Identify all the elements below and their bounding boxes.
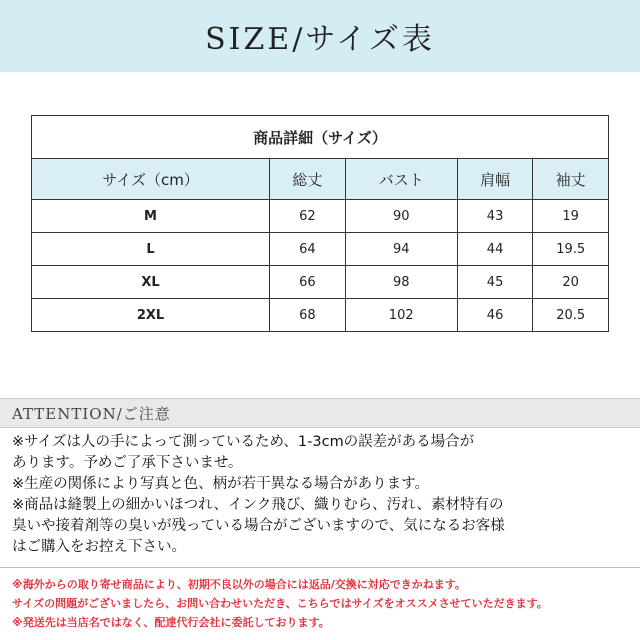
note-line: あります。予めご了承下さいませ。 xyxy=(12,455,243,471)
length-cell: 66 xyxy=(270,266,346,299)
size-table xyxy=(31,115,609,332)
attention-bar xyxy=(0,398,640,428)
table-header-row xyxy=(32,159,609,200)
note-line: ※サイズは人の手によって測っているため、1-3cmの誤差がある場合が xyxy=(12,434,475,450)
divider xyxy=(0,567,640,568)
note-line: ※生産の関係により写真と色、柄が若干異なる場合があります。 xyxy=(12,476,429,492)
shoulder-cell: 44 xyxy=(457,233,533,266)
shoulder-cell: 46 xyxy=(457,299,533,332)
red-notice-block xyxy=(12,575,632,632)
sleeve-cell: 20 xyxy=(533,266,609,299)
note-line: はご購入をお控え下さい。 xyxy=(12,539,186,555)
notes-block xyxy=(12,432,632,558)
size-cell: L xyxy=(32,233,270,266)
bust-cell: 98 xyxy=(345,266,457,299)
attention-title: ATTENTION/ご注意 xyxy=(12,404,171,423)
length-cell: 62 xyxy=(270,200,346,233)
size-cell: 2XL xyxy=(32,299,270,332)
red-note-line: サイズの問題がございましたら、お問い合わせいただき、こちらではサイズをオススメさせていただきます。 xyxy=(12,597,548,610)
table-row xyxy=(32,233,609,266)
red-note-line: ※海外からの取り寄せ商品により、初期不良以外の場合には返品/交換に対応できかねます。 xyxy=(12,578,466,591)
title-banner xyxy=(0,0,640,72)
sleeve-cell: 19.5 xyxy=(533,233,609,266)
size-cell: XL xyxy=(32,266,270,299)
shoulder-cell: 45 xyxy=(457,266,533,299)
page-title: SIZE/サイズ表 xyxy=(205,22,435,57)
bust-cell: 102 xyxy=(345,299,457,332)
shoulder-cell: 43 xyxy=(457,200,533,233)
table-row xyxy=(32,200,609,233)
bust-cell: 90 xyxy=(345,200,457,233)
bust-cell: 94 xyxy=(345,233,457,266)
header-size: サイズ（cm） xyxy=(32,159,270,200)
note-line: ※商品は縫製上の細かいほつれ、インク飛び、織りむら、汚れ、素材特有の xyxy=(12,497,504,513)
size-cell: M xyxy=(32,200,270,233)
header-length: 総丈 xyxy=(270,159,346,200)
table-row xyxy=(32,266,609,299)
sleeve-cell: 19 xyxy=(533,200,609,233)
header-shoulder: 肩幅 xyxy=(457,159,533,200)
header-sleeve: 袖丈 xyxy=(533,159,609,200)
table-title: 商品詳細（サイズ） xyxy=(32,116,609,159)
length-cell: 64 xyxy=(270,233,346,266)
length-cell: 68 xyxy=(270,299,346,332)
header-bust: バスト xyxy=(345,159,457,200)
red-note-line: ※発送先は当店名ではなく、配達代行会社に委託しております。 xyxy=(12,616,330,629)
sleeve-cell: 20.5 xyxy=(533,299,609,332)
table-row xyxy=(32,299,609,332)
note-line: 臭いや接着剤等の臭いが残っている場合がございますので、気になるお客様 xyxy=(12,518,505,534)
